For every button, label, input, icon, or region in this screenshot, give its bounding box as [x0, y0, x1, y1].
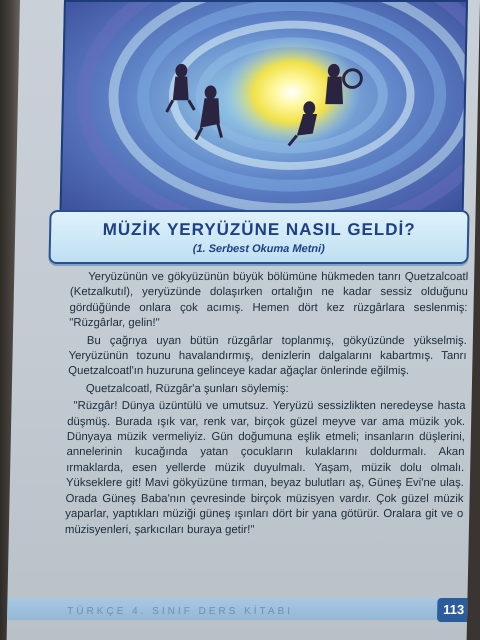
textbook-page	[7, 0, 480, 640]
paragraph-4: "Rüzgâr! Dünya üzüntülü ve umutsuz. Yeryüzü sessizlikten neredeyse hasta düşmüş. Burada ışık var, renk var, birçok güzel meyve var ama müzik yok. Dünyaya müzik vermeliyiz. Gün doğumuna eşlik etmeli; insanların düşlerini, annelerinin kucağında yatan çocukların kulaklarını doldurmalı. Akan ırmaklarda, esen yellerde müzik duyulmalı. Yaşam, müzik dolu olmalı. Yükseklere git! Mavi gökyüzüne tırman, beyaz bulutları aş, Güneş Evi'ne ulaş. Orada Güneş Baba'nın çevresinde birçok müzisyen vardır. Çok güzel müzik yaparlar, yaptıkları müziği güneş ışınları dört bir yana götürür. Oralara git ve o müzisyenleri, şarkıcıları buraya getir!"	[64, 400, 466, 536]
story-text	[65, 270, 469, 540]
paragraph-2: Bu çağrıya uyan bütün rüzgârlar toplanmış, gökyüzünde yükselmiş. Yeryüzünün tozunu havalandırmış, denizlerin dalgalarını kabartmış. Tanrı Quetzalcoatl'ın huzuruna gelinceye kadar ağaçlar önlerinde eğilmiş.	[68, 334, 467, 378]
paragraph-1: Yeryüzünün ve gökyüzünün büyük bölümüne hükmeden tanrı Quetzalcoatl (Ketzalkutıl), yeryüzünde dolaşırken ortalığın ne kadar sessiz olduğunu gördüğünde onlara çok acımış. Hemen dört kez rüzgârlara seslenmiş: "Rüzgârlar, gelin!"	[69, 271, 469, 330]
swirling-sky-illustration	[59, 0, 468, 226]
story-title: MÜZİK YERYÜZÜNE NASIL GELDİ?	[102, 220, 416, 239]
book-title: TÜRKÇE 4. SINIF DERS KİTABI	[67, 606, 294, 617]
page-number: 113	[437, 598, 474, 622]
sky-swirl-drawing	[61, 2, 466, 224]
story-subtitle: (1. Serbest Okuma Metni)	[192, 243, 325, 255]
story-title-banner	[48, 210, 469, 264]
paragraph-3: Quetzalcoatl, Rüzgâr'a şunları söylemiş:	[85, 382, 289, 395]
